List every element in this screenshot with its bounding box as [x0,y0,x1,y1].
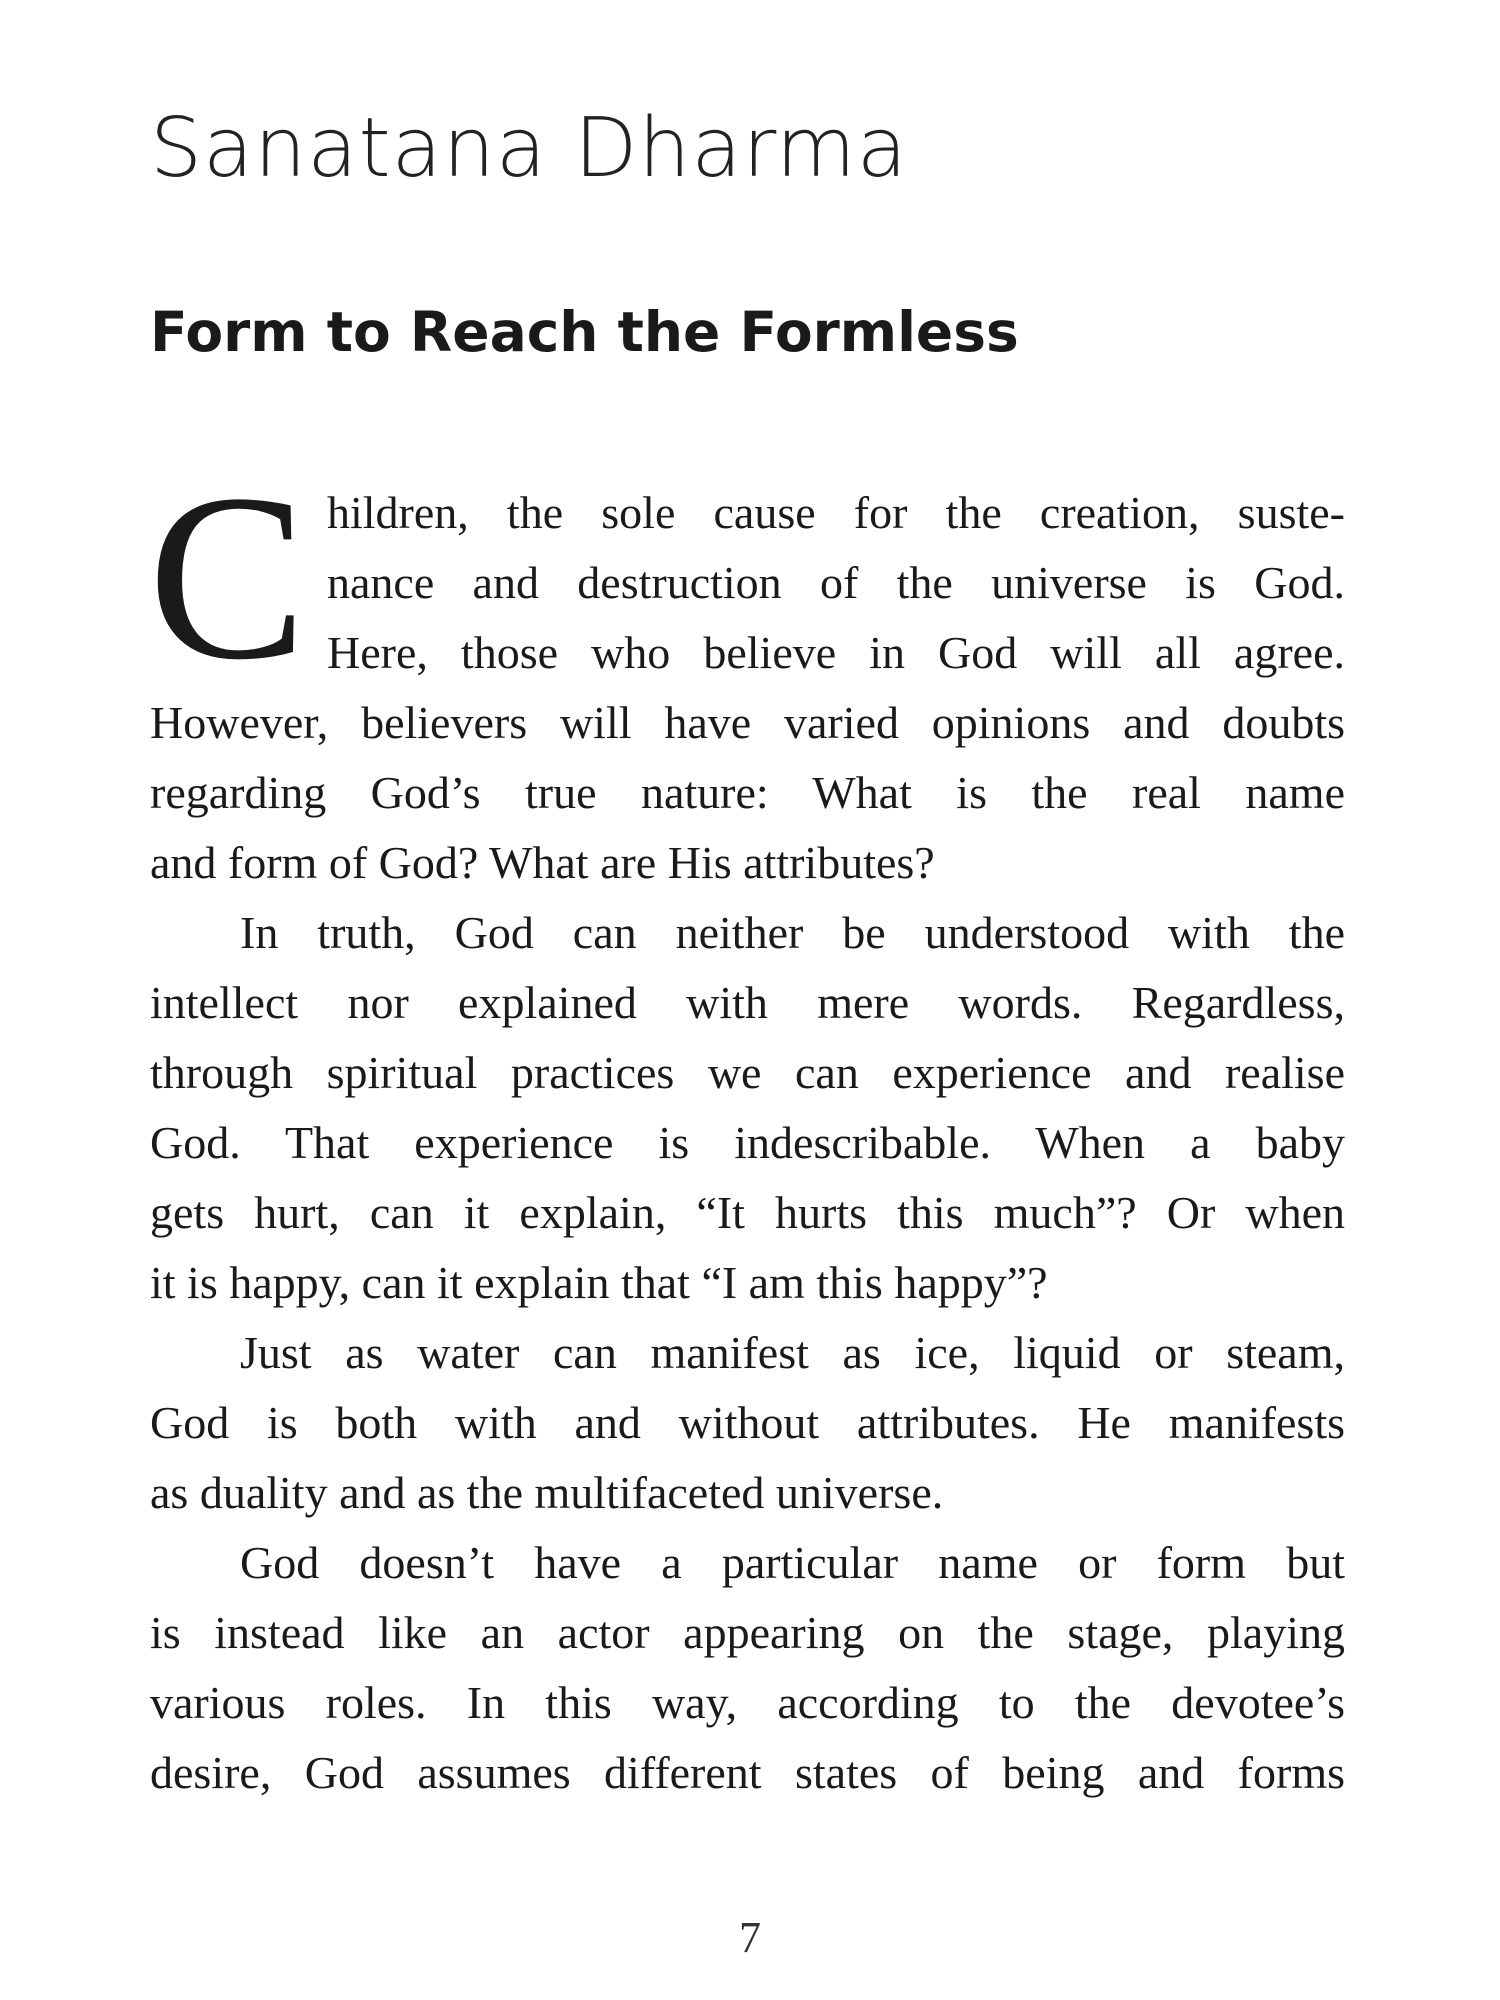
text-line: In truth, God can neither be understood with the [240,907,1345,958]
running-head: Sanatana Dharma [150,101,908,196]
text-line: However, believers will have varied opinions and doubts [150,697,1345,748]
text-line: regarding God’s true nature: What is the real name [150,767,1345,818]
text-line: intellect nor explained with mere words. Regardless, [150,977,1345,1028]
chapter-title: Form to Reach the Formless [150,300,1019,364]
body-text [148,446,1345,1808]
drop-cap: C [148,446,307,709]
text-line: gets hurt, can it explain, “It hurts this much”? Or when [150,1187,1345,1238]
text-line: is instead like an actor appearing on the stage, playing [150,1607,1345,1658]
text-line: God doesn’t have a particular name or form but [240,1537,1345,1588]
text-line: it is happy, can it explain that “I am this happy”? [150,1257,1048,1308]
text-line: God. That experience is indescribable. When a baby [150,1117,1345,1168]
text-line: God is both with and without attributes. He manifests [150,1397,1345,1448]
text-line: Here, those who believe in God will all agree. [327,627,1345,678]
page-number: 7 [739,1913,761,1962]
text-line: various roles. In this way, according to the devotee’s [150,1677,1345,1728]
text-line: and form of God? What are His attributes? [150,837,935,888]
text-line: nance and destruction of the universe is God. [327,557,1345,608]
text-line: as duality and as the multifaceted universe. [150,1467,944,1518]
text-line: Just as water can manifest as ice, liquid or steam, [240,1327,1345,1378]
text-line: desire, God assumes different states of being and forms [150,1747,1345,1798]
text-line: through spiritual practices we can experience and realise [150,1047,1345,1098]
text-line: hildren, the sole cause for the creation, suste- [327,487,1345,538]
